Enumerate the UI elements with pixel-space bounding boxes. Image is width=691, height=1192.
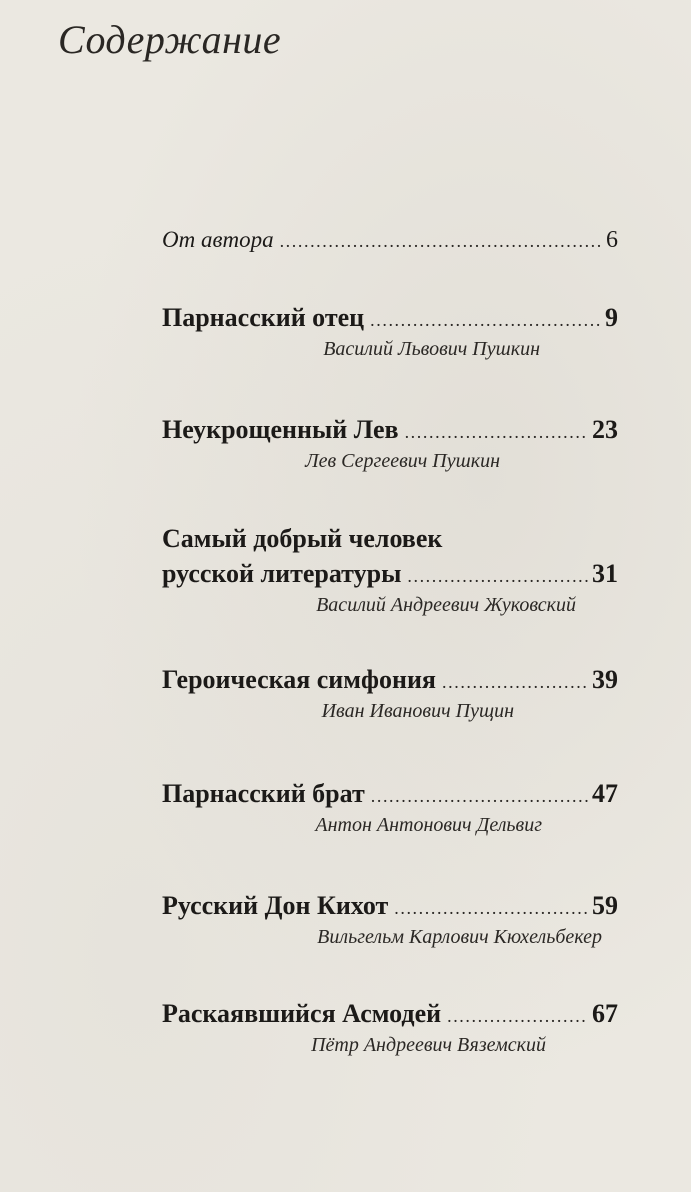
toc-row: [162, 888, 618, 924]
entry-page-number: 59: [592, 891, 618, 920]
entry-page-number: 47: [592, 779, 618, 808]
dot-leader: [370, 302, 601, 338]
toc-entry[interactable]: [162, 996, 618, 1058]
toc-entry[interactable]: [162, 412, 618, 474]
dot-leader: [371, 778, 588, 814]
entry-title: Парнасский отец: [162, 303, 365, 332]
entry-author: Василий Андреевич Жуковский: [316, 594, 576, 616]
entry-author: Иван Иванович Пущин: [321, 700, 514, 722]
toc-row: [162, 996, 618, 1032]
entry-page-number: 9: [605, 303, 618, 332]
toc-entry[interactable]: [162, 776, 618, 838]
entry-title: Парнасский брат: [162, 779, 365, 808]
entry-page-number: 39: [592, 665, 618, 694]
toc-row: [162, 556, 618, 592]
entry-author: Антон Антонович Дельвиг: [315, 814, 542, 836]
toc-row: [162, 776, 618, 812]
toc-row: [162, 300, 618, 336]
toc-entry[interactable]: [162, 662, 618, 724]
entry-page-number: 31: [592, 559, 618, 588]
entry-page-number: 6: [606, 227, 618, 253]
toc-row: [162, 222, 618, 258]
entry-author: Василий Львович Пушкин: [323, 338, 540, 360]
toc-entry-foreword[interactable]: [162, 222, 618, 258]
entry-title: От автора: [162, 227, 274, 252]
toc-entry[interactable]: [162, 522, 618, 618]
dot-leader: [447, 998, 588, 1034]
dot-leader: [405, 414, 588, 450]
entry-title: Русский Дон Кихот: [162, 891, 389, 920]
toc-entry[interactable]: [162, 300, 618, 362]
dot-leader: [394, 890, 588, 926]
dot-leader: [280, 223, 602, 259]
page-title: Содержание: [58, 17, 282, 62]
entry-title: Героическая симфония: [162, 665, 437, 694]
entry-title-line-2: русской литературы: [162, 559, 402, 588]
entry-page-number: 23: [592, 415, 618, 444]
entry-author: Вильгельм Карлович Кюхельбекер: [317, 926, 602, 948]
entry-title-line-1: Самый добрый человек: [162, 524, 443, 553]
entry-title: Раскаявшийся Асмодей: [162, 999, 442, 1028]
entry-page-number: 67: [592, 999, 618, 1028]
entry-title: Неукрощенный Лев: [162, 415, 399, 444]
dot-leader: [442, 664, 588, 700]
toc-row: [162, 412, 618, 448]
entry-author: Лев Сергеевич Пушкин: [305, 450, 500, 472]
toc-entry[interactable]: [162, 888, 618, 950]
dot-leader: [407, 558, 588, 594]
toc-row: [162, 662, 618, 698]
entry-author: Пётр Андреевич Вяземский: [311, 1034, 546, 1056]
